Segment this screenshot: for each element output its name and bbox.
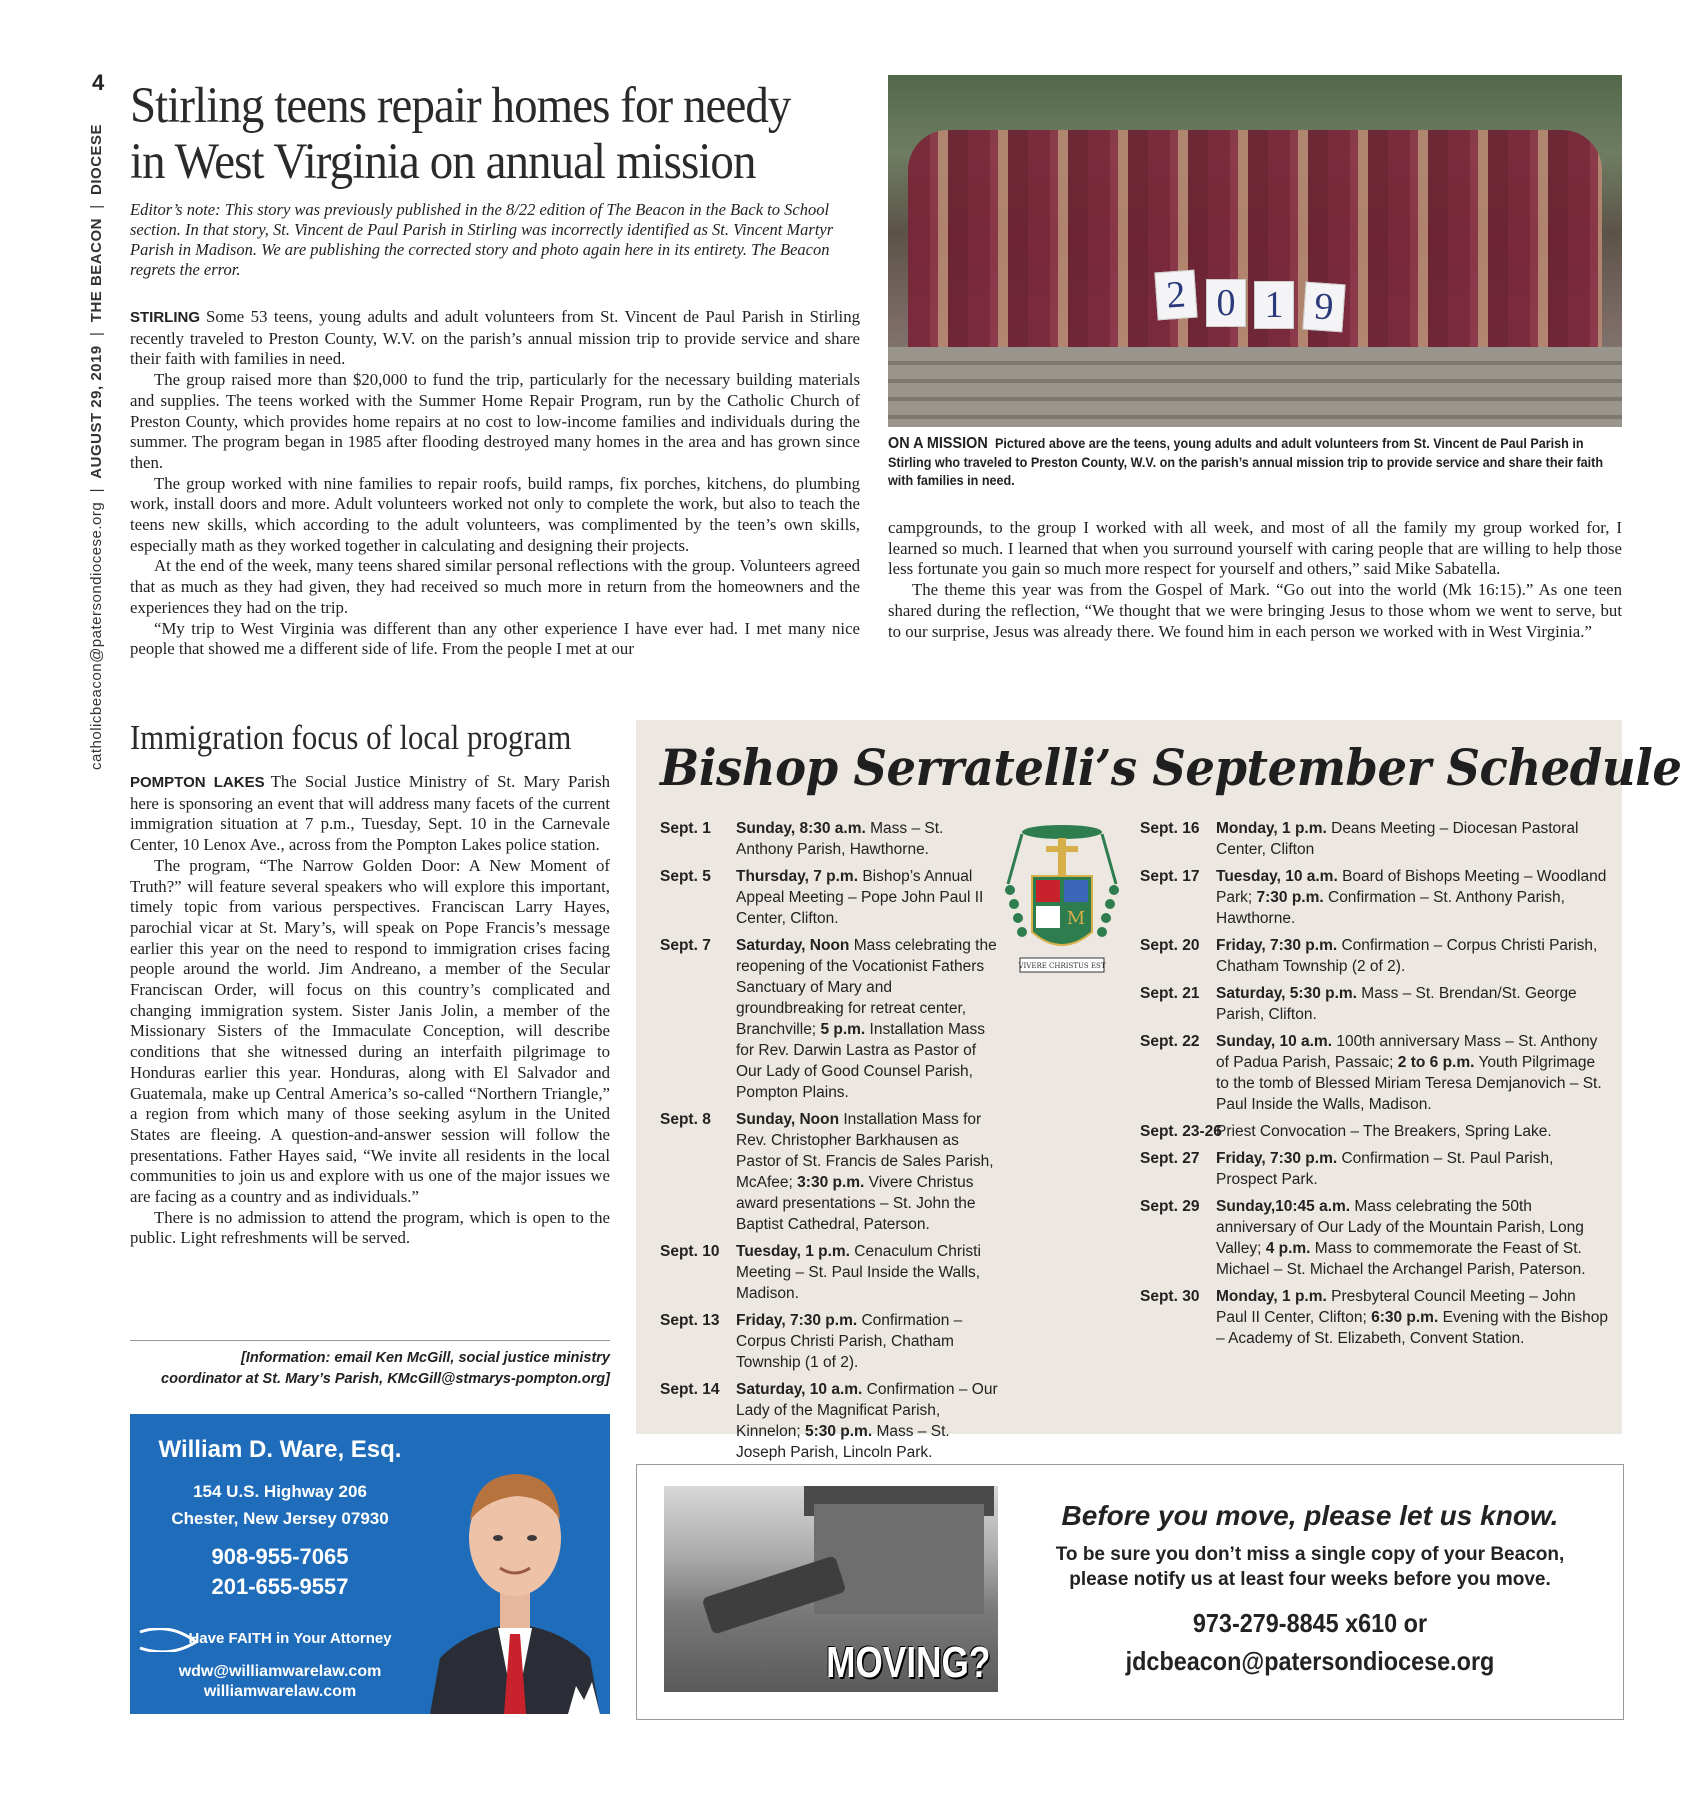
schedule-time: 4 p.m. <box>1265 1240 1311 1257</box>
schedule-list-left <box>660 818 1000 1538</box>
schedule-date: Sept. 13 <box>660 1312 720 1329</box>
schedule-detail: Installation Mass for Rev. Christopher Barkhausen as Pastor of St. Francis de Sales Parish, McAfee; <box>736 1111 994 1191</box>
attorney-web[interactable] <box>130 1662 430 1702</box>
schedule-detail: Mass – St. Anthony Parish, Hawthorne. <box>736 820 944 858</box>
article1-continued <box>888 518 1622 642</box>
side-strip: catholicbeacon@patersondiocese.org | AUGUST 29, 2019 | THE BEACON | DIOCESE <box>88 123 105 770</box>
article1-paragraph: The group raised more than $20,000 to fund the trip, particularly for the necessary building materials and supplies. The teens worked with the Summer Home Repair Program, run by the Catholic Church of Preston County, which provides home repairs at no cost to low-income families and individuals during the summer. The program began in 1985 after flooding destroyed many homes in the area and has grown since then. <box>130 370 860 472</box>
schedule-detail: Confirmation – St. Anthony Parish, Hawthorne. <box>1216 889 1565 927</box>
schedule-time: Sunday, 10 a.m. <box>1216 1033 1333 1050</box>
schedule-list-right <box>1140 818 1610 1355</box>
moving-email[interactable]: jdcbeacon@patersondiocese.org <box>1125 1646 1495 1676</box>
schedule-time: 6:30 p.m. <box>1371 1309 1439 1326</box>
schedule-entry <box>1140 1121 1610 1142</box>
address-line2: Chester, New Jersey 07930 <box>171 1509 389 1528</box>
schedule-date: Sept. 17 <box>1140 868 1200 885</box>
schedule-detail: Youth Pilgrimage to the tomb of Blessed Miriam Teresa Demjanovich – St. Paul Inside the Walls, Madison. <box>1216 1054 1602 1113</box>
moving-contact <box>1040 1604 1580 1680</box>
schedule-detail: Mass – St. Joseph Parish, Lincoln Park. <box>736 1423 950 1461</box>
photo-caption <box>888 434 1622 489</box>
moving-photo <box>664 1486 998 1692</box>
schedule-time: Thursday, 7 p.m. <box>736 868 859 885</box>
site-email: catholicbeacon@patersondiocese.org <box>88 501 105 770</box>
schedule-date: Sept. 20 <box>1140 937 1200 954</box>
moving-line2: please notify us at least four weeks before you move. <box>1069 1569 1551 1590</box>
article1-headline <box>130 78 792 190</box>
article1-paragraph: “My trip to West Virginia was different than any other experience I have ever had. I met many nice people that showed me a different side of life. From the people I met at our <box>130 618 860 659</box>
schedule-detail: Bishop’s Annual Appeal Meeting – Pope John Paul II Center, Clifton. <box>736 868 984 927</box>
article1-paragraph: The theme this year was from the Gospel of Mark. “Go out into the world (Mk 16:15).” As one teen shared during the reflection, “We thought that we were bringing Jesus to those whom we went to serve, but to our surprise, Jesus was already there. We found him in each person we worked with in West Virginia.” <box>888 580 1622 641</box>
schedule-detail: Confirmation – Corpus Christi Parish, Chatham Township (2 of 2). <box>1216 937 1598 975</box>
photo-crowd <box>908 130 1602 370</box>
schedule-time: Tuesday, 1 p.m. <box>736 1243 850 1260</box>
article1-paragraph <box>130 307 860 370</box>
schedule-title: Bishop Serratelli’s September Schedule <box>660 738 1682 797</box>
schedule-date: Sept. 7 <box>660 937 711 954</box>
attorney-website[interactable]: williamwarelaw.com <box>203 1683 357 1700</box>
section-name: DIOCESE <box>88 123 105 195</box>
article1-paragraph: At the end of the week, many teens shared similar personal reflections with the group. Volunteers agreed that as much as they had given, they had received so much more in return from the homeowners and the experiences they had on the trip. <box>130 556 860 617</box>
attorney-phones <box>130 1542 430 1602</box>
schedule-detail: Mass to commemorate the Feast of St. Michael – St. Michael the Archangel Parish, Paterson. <box>1216 1240 1586 1278</box>
schedule-detail: Evening with the Bishop – Academy of St. Elizabeth, Convent Station. <box>1216 1309 1609 1347</box>
caption-text: Pictured above are the teens, young adults and adult volunteers from St. Vincent de Paul Parish in Stirling who traveled to Preston County, W.V. on the parish’s annual mission trip to provide service and share their faith with families in need. <box>888 435 1604 488</box>
schedule-detail: Confirmation – Corpus Christi Parish, Chatham Township (1 of 2). <box>736 1312 963 1371</box>
schedule-time: 7:30 p.m. <box>1256 889 1324 906</box>
schedule-entry <box>660 1310 1000 1373</box>
article2-paragraph: There is no admission to attend the program, which is open to the public. Light refreshments will be served. <box>130 1207 610 1248</box>
attorney-email[interactable]: wdw@williamwarelaw.com <box>178 1663 382 1680</box>
photo-sign: 9 <box>1302 282 1345 333</box>
phone-1: 908-955-7065 <box>211 1544 349 1569</box>
attorney-tagline: Have FAITH in Your Attorney <box>188 1630 392 1647</box>
schedule-entry <box>1140 1148 1610 1190</box>
schedule-date: Sept. 23-26 <box>1140 1123 1222 1140</box>
schedule-time: Sunday, Noon <box>736 1111 840 1128</box>
attorney-ad[interactable] <box>130 1414 610 1714</box>
schedule-date: Sept. 8 <box>660 1111 711 1128</box>
schedule-date: Sept. 16 <box>1140 820 1200 837</box>
schedule-entry <box>1140 935 1610 977</box>
attorney-address <box>130 1478 430 1532</box>
schedule-date: Sept. 21 <box>1140 985 1200 1002</box>
schedule-time: 5:30 p.m. <box>804 1423 873 1440</box>
article1-paragraph: The group worked with nine families to repair roofs, build ramps, fix porches, kitchens, do plumbing work, install doors and more. Adult volunteers worked not only to complete the work, but also to teach the teens new skills, which according to the adult volunteers, was complimented by the teen’s own skills, especially math as they worked together in calculating and designing their projects. <box>130 473 860 555</box>
schedule-entry <box>1140 1031 1610 1115</box>
moving-label: MOVING? <box>825 1638 990 1687</box>
schedule-detail: Cenaculum Christi Meeting – St. Paul Inside the Walls, Madison. <box>736 1243 981 1302</box>
schedule-time: 5 p.m. <box>820 1021 866 1038</box>
schedule-date: Sept. 27 <box>1140 1150 1200 1167</box>
schedule-time: Friday, 7:30 p.m. <box>736 1312 858 1329</box>
article2-text: The Social Justice Ministry of St. Mary Parish here is sponsoring an event that will address many facets of the current immigration situation at 7 p.m., Tuesday, Sept. 10 in the Carnevale Center, 10 Lenox Ave., across from the Pompton Lakes police station. <box>130 772 610 855</box>
info-line2: coordinator at St. Mary’s Parish, KMcGill@stmarys-pompton.org] <box>161 1371 610 1387</box>
schedule-detail: Mass – St. Brendan/St. George Parish, Clifton. <box>1216 985 1577 1023</box>
schedule-time: 2 to 6 p.m. <box>1397 1054 1475 1071</box>
photo-sign: 2 <box>1154 270 1197 321</box>
schedule-entry <box>660 1109 1000 1235</box>
schedule-detail: Mass celebrating the reopening of the Vocationist Fathers Sanctuary of Mary and groundbreaking for retreat center, Branchville; <box>736 937 997 1038</box>
schedule-date: Sept. 1 <box>660 820 711 837</box>
info-note <box>130 1348 610 1390</box>
schedule-date: Sept. 30 <box>1140 1288 1200 1305</box>
article2-dateline: POMPTON LAKES <box>130 774 265 791</box>
info-line1: [Information: email Ken McGill, social justice ministry <box>240 1350 610 1366</box>
phone-2: 201-655-9557 <box>211 1574 349 1599</box>
article2-headline: Immigration focus of local program <box>130 718 572 757</box>
photo-sign: 0 <box>1206 279 1246 327</box>
attorney-portrait <box>430 1428 600 1714</box>
schedule-entry <box>660 935 1000 1103</box>
schedule-entry <box>660 1379 1000 1463</box>
schedule-date: Sept. 29 <box>1140 1198 1200 1215</box>
paper-name: THE BEACON <box>88 218 105 323</box>
photo-steps <box>888 347 1622 427</box>
moving-phone[interactable]: 973-279-8845 x610 or <box>1192 1608 1428 1638</box>
article2-paragraph <box>130 772 610 856</box>
schedule-time: Sunday, 8:30 a.m. <box>736 820 866 837</box>
schedule-time: Sunday,10:45 a.m. <box>1216 1198 1351 1215</box>
schedule-detail: Mass celebrating the 50th anniversary of Our Lady of the Mountain Parish, Long Valley; <box>1216 1198 1584 1257</box>
headline-line1: Stirling teens repair homes for needy <box>130 78 791 134</box>
schedule-detail: Presbyteral Council Meeting – John Paul II Center, Clifton; <box>1216 1288 1576 1326</box>
schedule-date: Sept. 10 <box>660 1243 720 1260</box>
photo-sign: 1 <box>1254 281 1294 329</box>
schedule-detail: Confirmation – St. Paul Parish, Prospect Park. <box>1216 1150 1554 1188</box>
svg-text:M: M <box>1066 908 1086 929</box>
schedule-entry <box>660 866 1000 929</box>
schedule-detail: Vivere Christus award presentations – St. John the Baptist Cathedral, Paterson. <box>736 1174 976 1233</box>
bishop-crest-icon <box>1000 824 1124 980</box>
schedule-entry <box>1140 866 1610 929</box>
schedule-detail: Confirmation – Our Lady of the Magnificat Parish, Kinnelon; <box>736 1381 998 1440</box>
schedule-time: Friday, 7:30 p.m. <box>1216 1150 1338 1167</box>
photo-couch <box>702 1555 847 1634</box>
article1-text: Some 53 teens, young adults and adult volunteers from St. Vincent de Paul Parish in Stirling recently traveled to Preston County, W.V. on the parish’s annual mission trip to provide service and share their faith with families in need. <box>130 307 860 369</box>
schedule-time: 3:30 p.m. <box>797 1174 865 1191</box>
schedule-entry <box>660 818 1000 860</box>
schedule-date: Sept. 14 <box>660 1381 720 1398</box>
mission-group-photo <box>888 75 1622 427</box>
article1-body <box>130 307 860 660</box>
schedule-detail: Deans Meeting – Diocesan Pastoral Center, Clifton <box>1216 820 1579 858</box>
schedule-time: Tuesday, 10 a.m. <box>1216 868 1338 885</box>
moving-line1: To be sure you don’t miss a single copy of your Beacon, <box>1055 1544 1565 1565</box>
article1-dateline: STIRLING <box>130 309 200 326</box>
schedule-entry <box>1140 1286 1610 1349</box>
schedule-date: Sept. 22 <box>1140 1033 1200 1050</box>
schedule-detail: 100th anniversary Mass – St. Anthony of Padua Parish, Passaic; <box>1216 1033 1598 1071</box>
schedule-detail: Installation Mass for Rev. Darwin Lastra as Pastor of Our Lady of Good Counsel Parish, Pompton Plains. <box>736 1021 985 1101</box>
article1-paragraph: campgrounds, to the group I worked with all week, and most of all the family my group worked for, I learned so much. I learned that when you surround yourself with caring people that are willing to help those less fortunate you gain so much more respect for yourself and others,” said Mike Sabatella. <box>888 518 1622 579</box>
address-line1: 154 U.S. Highway 206 <box>193 1482 367 1501</box>
divider <box>130 1340 610 1341</box>
attorney-name: William D. Ware, Esq. <box>158 1436 402 1463</box>
schedule-entry <box>1140 818 1610 860</box>
moving-headline: Before you move, please let us know. <box>1061 1500 1559 1531</box>
page-number: 4 <box>92 70 105 95</box>
article2-body <box>130 772 610 1249</box>
schedule-time: Saturday, Noon <box>736 937 850 954</box>
schedule-date: Sept. 5 <box>660 868 711 885</box>
schedule-entry <box>1140 983 1610 1025</box>
photo-house <box>814 1504 984 1614</box>
schedule-detail: Priest Convocation – The Breakers, Spring Lake. <box>1216 1123 1552 1140</box>
schedule-time: Saturday, 10 a.m. <box>736 1381 863 1398</box>
schedule-time: Monday, 1 p.m. <box>1216 1288 1327 1305</box>
moving-text <box>1010 1500 1610 1680</box>
crest-motto: VIVERE CHRISTUS EST <box>1018 962 1106 970</box>
schedule-time: Friday, 7:30 p.m. <box>1216 937 1338 954</box>
schedule-time: Monday, 1 p.m. <box>1216 820 1327 837</box>
caption-lead: ON A MISSION <box>888 435 988 452</box>
issue-date: AUGUST 29, 2019 <box>88 345 105 479</box>
article2-paragraph: The program, “The Narrow Golden Door: A New Moment of Truth?” will feature several speakers who will explore this important, timely topic from various perspectives. Franciscan Larry Hayes, parochial vicar at St. Mary’s, will speak on Pope Francis’s message earlier this year on the need to respond to immigration crises facing people around the world. Jim Andreano, a member of the Secular Franciscan Order, will focus on this country’s complicated and changing immigration system. Sister Janis Jolin, a member of the Missionary Sisters of the Immaculate Conception, will describe conditions that she witnessed during an interfaith pilgrimage to Honduras earlier this year. Honduras, along with El Salvador and Guatemala, make up Central America’s so-called “Northern Triangle,” a region from which many of those seeking asylum in the United States are fleeing. A question-and-answer session will follow the presentations. Father Hayes said, “We invite all residents in the local communities to join us and explore with us one of the major issues we are facing as a country and as individuals.” <box>130 855 610 1207</box>
schedule-time: Saturday, 5:30 p.m. <box>1216 985 1357 1002</box>
headline-line2: in West Virginia on annual mission <box>130 134 756 190</box>
schedule-entry <box>1140 1196 1610 1280</box>
editor-note: Editor’s note: This story was previously published in the 8/22 edition of The Beacon in the Back to School section. In that story, St. Vincent de Paul Parish in Stirling was incorrectly identified as St. Vincent Martyr Parish in Madison. We are publishing the corrected story and photo again here in its entirety. The Beacon regrets the error. <box>130 200 834 279</box>
schedule-detail: Board of Bishops Meeting – Woodland Park; <box>1216 868 1607 906</box>
schedule-entry <box>660 1241 1000 1304</box>
